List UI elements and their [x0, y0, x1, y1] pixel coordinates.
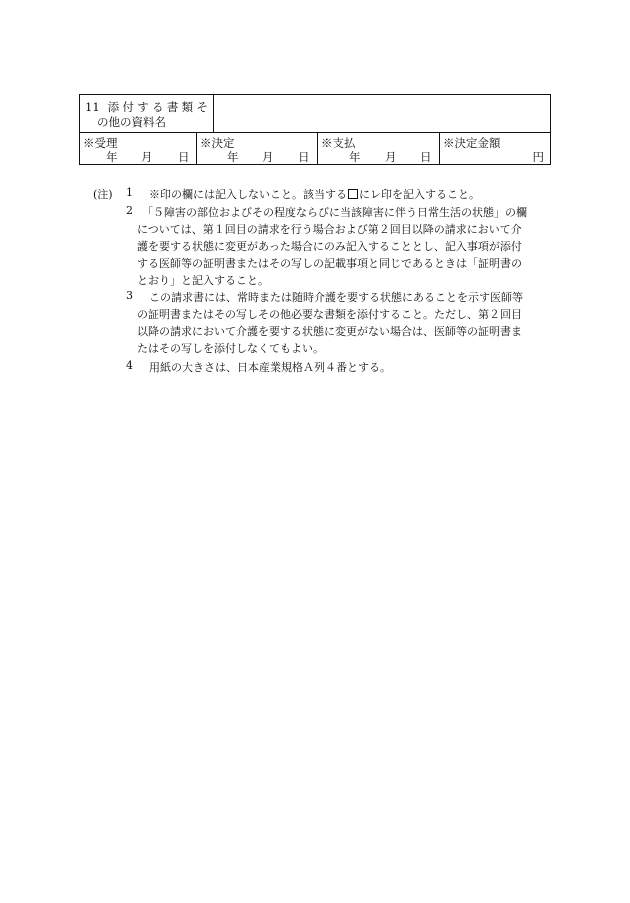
- form-table: [79, 94, 551, 165]
- note-2-line-2: については、第１回目の請求を行う場合および第２回目以降の請求において介: [137, 223, 522, 236]
- note-3-line-4: たはその写しを添付しなくてもよい。: [137, 342, 324, 355]
- payment-year-label: 年: [349, 150, 361, 164]
- payment-month-label: 月: [385, 150, 397, 164]
- note-3-line-1: この請求書には、常時または随時介護を要する状態にあることを示す医師等: [149, 291, 523, 304]
- checkbox-icon: [348, 189, 358, 199]
- note-1-text-b: にレ印を記入すること。: [359, 188, 480, 201]
- receipt-day-label: 日: [178, 150, 190, 164]
- note-4-line-1: 用紙の大きさは、日本産業規格Ａ列４番とする。: [149, 361, 391, 374]
- label-text-line1: 添付する書類そ: [107, 100, 212, 114]
- note-3-number: 3: [126, 289, 133, 302]
- receipt-month-label: 月: [141, 150, 153, 164]
- note-2-number: 2: [126, 204, 133, 217]
- note-2-line-4: する医師等の証明書またはその写しの記載事項と同じであるときは「証明書の: [137, 257, 522, 270]
- office-use-row: [80, 132, 550, 164]
- note-4-number: 4: [126, 359, 133, 372]
- decision-amount-cell[interactable]: [440, 132, 550, 164]
- attached-documents-label-cell: [80, 95, 214, 132]
- note-3-line-3: 以降の請求において介護を要する状態に変更がない場合は、医師等の証明書ま: [137, 325, 522, 338]
- payment-day-label: 日: [420, 150, 432, 164]
- yen-unit-label: 円: [532, 150, 544, 164]
- decision-header: ※決定: [200, 136, 235, 150]
- payment-cell[interactable]: [318, 132, 440, 164]
- receipt-year-label: 年: [106, 150, 118, 164]
- note-2-line-3: 護を要する状態に変更があった場合にのみ記入することとし、記入事項が添付: [137, 240, 522, 253]
- attached-documents-label-line1: [85, 99, 211, 115]
- receipt-header: ※受理: [83, 136, 118, 150]
- notes-prefix: (注): [93, 188, 113, 201]
- decision-year-label: 年: [227, 150, 239, 164]
- attached-documents-row: [80, 95, 550, 133]
- note-1-text-a: ※印の欄には記入しないこと。該当する: [149, 188, 347, 201]
- note-2-line-5: とおり」と記入すること。: [137, 274, 269, 287]
- item-number: 11: [85, 100, 100, 114]
- receipt-cell[interactable]: [80, 132, 197, 164]
- note-2-line-1: 「５障害の部位およびその程度ならびに当該障害に伴う日常生活の状態」の欄: [142, 206, 527, 219]
- note-3-line-2: の証明書またはその写しその他必要な書類を添付すること。ただし、第２回目: [137, 308, 522, 321]
- attached-documents-label-line2: の他の資料名: [97, 115, 166, 129]
- attached-documents-value-field[interactable]: [214, 95, 550, 132]
- decision-cell[interactable]: [197, 132, 318, 164]
- payment-header: ※支払: [321, 136, 356, 150]
- note-1-text: [149, 186, 480, 202]
- decision-month-label: 月: [262, 150, 274, 164]
- decision-day-label: 日: [298, 150, 310, 164]
- note-1-number: 1: [126, 186, 133, 199]
- decision-amount-header: ※決定金額: [443, 136, 501, 150]
